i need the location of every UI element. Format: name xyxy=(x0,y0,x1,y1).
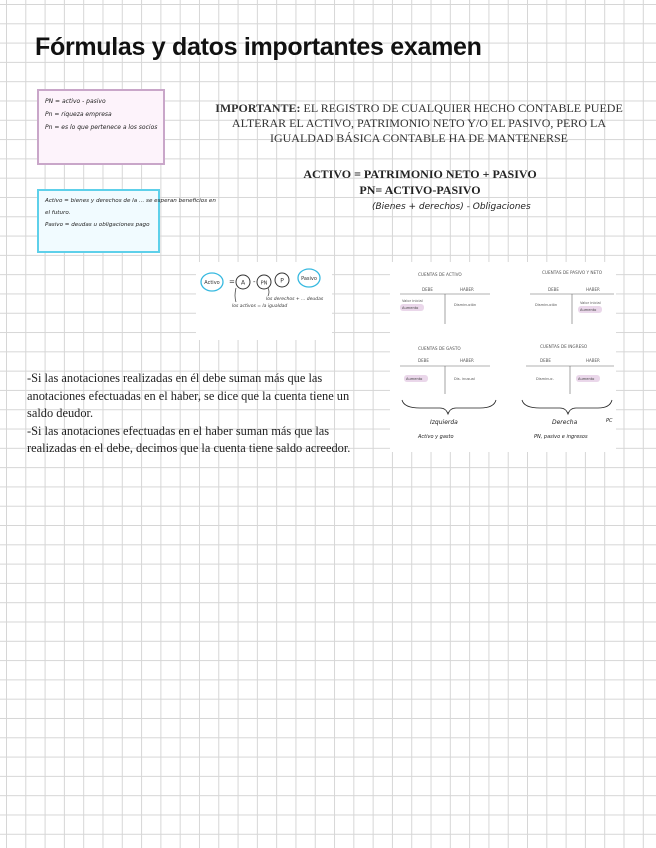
account-badge: Aumento xyxy=(406,377,423,381)
svg-text:=: = xyxy=(229,278,235,286)
important-notice xyxy=(205,101,633,146)
account-title: CUENTAS DE PASIVO Y NETO xyxy=(542,270,603,275)
account-badge: Aumento xyxy=(578,377,595,381)
account-value: Disminuc. xyxy=(536,377,554,381)
hand-label: Derecha xyxy=(552,419,578,426)
equation-diagram xyxy=(196,262,332,340)
account-debe: DEBE xyxy=(422,287,433,292)
circle-label: P xyxy=(280,277,284,285)
account-haber: HABER xyxy=(460,287,474,292)
diagram-note: los derechos + ... deudas xyxy=(266,297,324,302)
account-value: Dis. inusual xyxy=(454,377,475,381)
account-badge: Aumento xyxy=(580,308,597,312)
paragraph-debtor: -Si las anotaciones realizadas en él debe suman más que las anotaciones efectuadas en el haber, se dice que la cuenta tiene un saldo deudor. xyxy=(27,371,350,421)
account-value: Valor inicial xyxy=(402,299,423,303)
account-haber: HABER xyxy=(586,358,600,363)
accounts-diagram xyxy=(390,262,616,452)
blue-note-line: Pasivo = deudas u obligaciones pago xyxy=(45,222,150,228)
circle-label: Pasivo xyxy=(301,276,317,282)
equation-diagram-svg xyxy=(196,262,332,340)
diagram-note: los activos = la igualdad xyxy=(232,304,288,309)
formula-line-2: PN= ACTIVO-PASIVO xyxy=(359,183,481,197)
pink-note xyxy=(37,89,165,165)
blue-note-line: el futuro. xyxy=(45,210,71,216)
balance-explanation xyxy=(27,370,357,458)
account-badge: Aumento xyxy=(402,306,419,310)
important-text: EL REGISTRO DE CUALQUIER HECHO CONTABLE PUEDE ALTERAR EL ACTIVO, PATRIMONIO NETO Y/O EL PASIVO, PERO LA IGUALDAD BÁSICA CONTABLE HA DE MANTENERSE xyxy=(231,101,623,145)
account-debe: DEBE xyxy=(548,287,559,292)
blue-note xyxy=(37,189,216,253)
accounts-diagram-svg xyxy=(390,262,616,452)
account-haber: HABER xyxy=(586,287,600,292)
account-haber: HABER xyxy=(460,358,474,363)
important-label: IMPORTANTE: xyxy=(215,101,301,115)
pink-note-line: PN = activo - pasivo xyxy=(45,98,106,105)
account-title: CUENTAS DE GASTO xyxy=(418,346,461,351)
hand-label: PC xyxy=(606,418,613,424)
pink-note-line: Pn = riqueza empresa xyxy=(45,111,112,118)
blue-note-line: Activo = bienes y derechos de la ... se esperan beneficios en xyxy=(45,198,216,204)
formula-line-1: ACTIVO = PATRIMONIO NETO + PASIVO xyxy=(303,167,537,181)
hand-label: Activo y gasto xyxy=(418,434,454,440)
circle-label: A xyxy=(240,279,246,287)
page-title: Fórmulas y datos importantes examen xyxy=(35,33,482,61)
account-value: Disminución xyxy=(535,303,558,307)
pink-note-line: Pn = es lo que pertenece a los socios xyxy=(45,124,158,131)
hand-label: PN, pasivo e ingresos xyxy=(534,434,588,440)
svg-text:-: - xyxy=(253,278,256,286)
account-title: CUENTAS DE INGRESO xyxy=(540,344,588,349)
account-debe: DEBE xyxy=(418,358,429,363)
account-debe: DEBE xyxy=(540,358,551,363)
circle-label: Activo xyxy=(204,280,220,286)
formula-handwritten: (Bienes + derechos) - Obligaciones xyxy=(372,202,531,212)
circle-label: PN xyxy=(260,280,268,287)
account-value: Valor inicial xyxy=(580,301,601,305)
paragraph-creditor: -Si las anotaciones efectuadas en el haber suman más que las realizadas en el debe, decimos que la cuenta tiene saldo acreedor. xyxy=(27,423,351,456)
account-title: CUENTAS DE ACTIVO xyxy=(418,272,462,277)
hand-label: Izquierda xyxy=(430,419,458,426)
account-value: Disminución xyxy=(454,303,477,307)
